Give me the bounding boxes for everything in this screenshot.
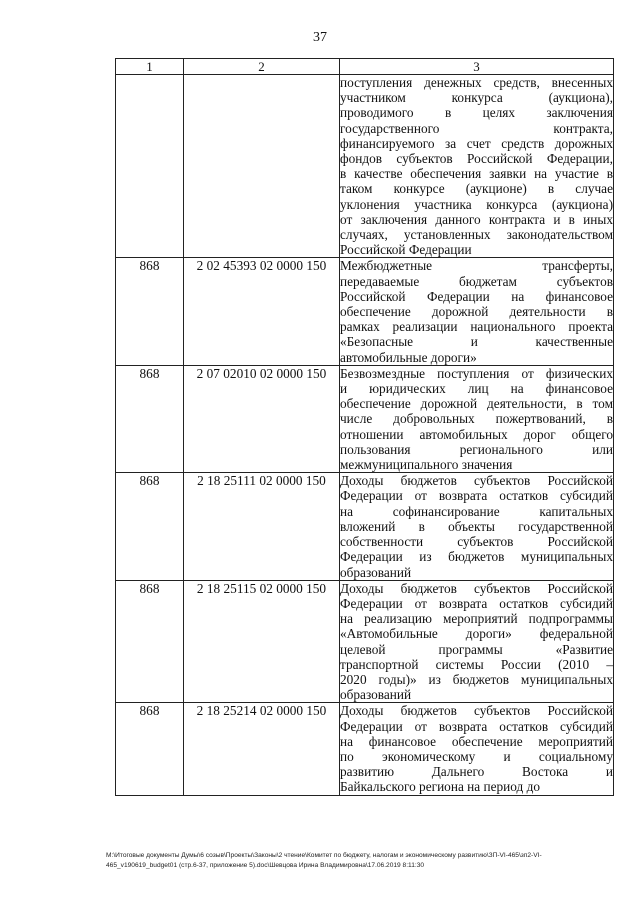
description-line: от заключения данного контракта и в иных [340,211,613,227]
description-line: проводимого в целях заключения [340,105,613,121]
description-line: Федерации из бюджетов муниципальных [340,549,613,565]
description-line: Доходы бюджетов субъектов Российской [340,703,613,719]
description-line: числе добровольных пожертвований, в [340,411,613,427]
budget-code-cell: 2 18 25115 02 0000 150 [184,580,340,703]
description-line: отношении автомобильных дорог общего [340,426,613,442]
budget-code-cell: 2 02 45393 02 0000 150 [184,258,340,365]
description-line: Байкальского региона на период до [340,779,541,795]
admin-code-cell: 868 [116,703,184,795]
description-cell [340,258,614,365]
description-line: уклонения участника конкурса (аукциона) [340,196,613,212]
description-line: Российской Федерации [340,242,472,258]
description-line: развитию Дальнего Востока и [340,764,613,780]
page-number: 37 [313,30,327,45]
description-line: обеспечение дорожной деятельности в [340,304,613,320]
description-line: Российской Федерации на финансовое [340,288,613,304]
file-path-footer [106,851,618,871]
description-line: на софинансирование капитальных [340,503,613,519]
revenue-classification-table [115,58,614,796]
description-line: в качестве обеспечения заявки на участие в [340,166,613,182]
description-cell [340,473,614,580]
description-line: «Автомобильные дороги» федеральной [340,626,613,642]
description-line: «Безопасные и качественные [340,334,613,350]
table-row [116,75,614,258]
description-line: образований [340,687,412,703]
table-row [116,365,614,472]
table-header-row [116,59,614,75]
table-row [116,473,614,580]
description-line: вложений в объекты государственной [340,518,613,534]
description-line: целевой программы «Развитие [340,641,613,657]
description-line: 2020 годы)» из бюджетов муниципальных [340,671,613,687]
budget-code-cell: 2 07 02010 02 0000 150 [184,365,340,472]
description-line: фондов субъектов Российской Федерации, [340,151,613,167]
description-line: собственности субъектов Российской [340,534,613,550]
budget-code-cell: 2 18 25111 02 0000 150 [184,473,340,580]
description-line: рамках реализации национального проекта [340,319,613,335]
description-line: Безвозмездные поступления от физических [340,365,613,381]
description-line: обеспечение дорожной деятельности, в том [340,396,613,412]
description-line: поступления денежных средств, внесенных [340,75,613,90]
table-row [116,703,614,795]
admin-code-cell: 868 [116,258,184,365]
description-line: Межбюджетные трансферты, [340,258,613,274]
footer-line-1: M:\Итоговые документы Думы\6 созыв\Проекты\Законы\2 чтение\Комитет по бюджету, налогам и экономическому развитию\ЗП-VI-465\зп2-VI- [106,852,542,859]
description-line: Федерации от возврата остатков субсидий [340,488,613,504]
description-line: на финансовое обеспечение мероприятий [340,733,613,749]
description-cell [340,365,614,472]
description-line: Доходы бюджетов субъектов Российской [340,473,613,489]
header-col-3: 3 [340,59,614,75]
description-line: финансируемого за счет средств дорожных [340,135,613,151]
budget-code-cell [184,75,340,258]
header-col-1: 1 [116,59,184,75]
description-line: автомобильные дороги» [340,349,477,365]
description-line: пользования регионального или [340,441,613,457]
description-line: государственного контракта, [340,120,613,136]
description-line: на реализацию мероприятий подпрограммы [340,611,613,627]
footer-line-2: 465_v190619_budget01 (стр.6-37, приложение 5).doc\Шевцова Ирина Владимировна\17.06.2019 8:11:30 [106,862,425,869]
table-row [116,580,614,703]
table-row [116,258,614,365]
admin-code-cell: 868 [116,365,184,472]
description-line: случаях, установленных законодательством [340,227,613,243]
description-line: Федерации от возврата остатков субсидий [340,718,613,734]
description-cell [340,580,614,703]
description-line: Доходы бюджетов субъектов Российской [340,580,613,596]
admin-code-cell: 868 [116,473,184,580]
admin-code-cell: 868 [116,580,184,703]
budget-code-cell: 2 18 25214 02 0000 150 [184,703,340,795]
description-line: передаваемые бюджетам субъектов [340,273,613,289]
description-line: Федерации от возврата остатков субсидий [340,595,613,611]
description-cell [340,703,614,795]
description-line: транспортной системы России (2010 – [340,656,613,672]
description-line: образований [340,564,412,580]
description-line: и юридических лиц на финансовое [340,381,613,397]
admin-code-cell [116,75,184,258]
description-line: таком конкурсе (аукционе) в случае [340,181,613,197]
description-line: по экономическому и социальному [340,748,613,764]
description-line: участником конкурса (аукциона), [340,90,613,106]
description-cell [340,75,614,258]
header-col-2: 2 [184,59,340,75]
description-line: межмуниципального значения [340,457,513,473]
